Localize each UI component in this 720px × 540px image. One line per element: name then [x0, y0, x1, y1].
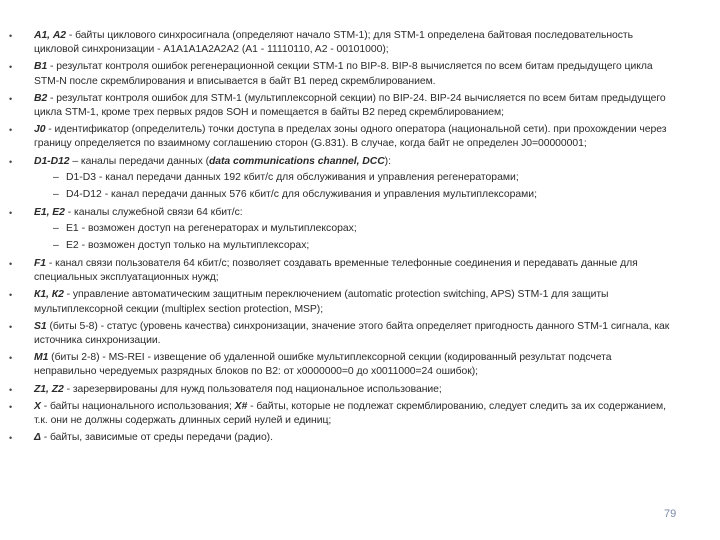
- term: M1: [34, 352, 49, 364]
- description: – каналы передачи данных (: [69, 155, 209, 167]
- bullet-icon: •: [9, 353, 13, 364]
- bullet-icon: •: [9, 31, 13, 41]
- list-item-s1: [9, 320, 715, 348]
- term: Z1, Z2: [34, 383, 64, 395]
- description: - каналы служебной связи 64 кбит/с:: [64, 206, 243, 218]
- description-cont: границу определяется по взаимному соглашению сторон (G.831). В случае, когда байт не определен J0=00000001;: [34, 138, 587, 150]
- description-cont: специальных эксплуатационных нужд;: [34, 272, 219, 284]
- term: Δ: [34, 432, 41, 444]
- dcc-term: data communications channel, DCC: [209, 155, 385, 167]
- bullet-icon: •: [9, 290, 13, 301]
- term-secondary: Х#: [234, 400, 248, 412]
- bullet-icon: •: [9, 321, 13, 332]
- description-cont: неправильно чередуемых разрядных блоков по B2: от х0000000=0 до х0011000=24 ошибок);: [34, 366, 478, 378]
- description: - канал связи пользователя 64 кбит/с; позволяет создавать временные телефонные соединения и передавать данные для: [46, 258, 638, 270]
- term: S1: [34, 320, 47, 332]
- bullet-icon: •: [9, 207, 13, 218]
- dash-icon: –: [53, 240, 59, 252]
- description: - управление автоматическим защитным переключением (automatic protection switching, APS) STM-1 для защиты: [63, 289, 609, 301]
- term: D1-D12: [34, 155, 70, 167]
- list-item-e1-e2: [9, 206, 715, 220]
- page-number: 79: [664, 508, 677, 520]
- description-cont: цикла STM-1, кроме трех первых рядов SOH и помещается в байты B2 перед скремблированием;: [34, 107, 504, 119]
- bullet-icon: •: [9, 93, 13, 104]
- bullet-icon: •: [9, 156, 13, 167]
- bullet-icon: •: [9, 62, 13, 73]
- bullet-list: [9, 28, 715, 445]
- list-item-x: [9, 400, 715, 428]
- description-cont: цикловой синхронизации - A1A1A1A2A2A2 (A1 - 11110110, A2 - 00101000);: [34, 44, 389, 56]
- description-cont: т.к. они не должны содержать длинных серий нулей и единиц;: [34, 415, 332, 427]
- description-secondary: - байты, которые не подлежат скремблированию, следует следить за их содержанием,: [247, 400, 666, 412]
- term: Х: [34, 400, 41, 412]
- sub-item-d4-d12: [9, 187, 715, 203]
- bullet-icon: •: [9, 401, 13, 412]
- dash-icon: –: [53, 223, 59, 235]
- term: J0: [34, 124, 46, 136]
- description: (биты 5-8) - статус (уровень качества) синхронизации, значение этого байта определяет пригодность данного STM-1 сигнала, как: [46, 320, 670, 332]
- dash-icon: –: [53, 188, 59, 200]
- description: - результат контроля ошибок для STM-1 (мультиплексорной секции) по BIP-24. BIP-24 вычисляется по всем битам предыдущего: [47, 92, 666, 104]
- list-item-z1-z2: [9, 383, 715, 397]
- term: В1: [34, 61, 48, 73]
- term: Е1, Е2: [34, 206, 65, 218]
- description: - зарезервированы для нужд пользователя под национальное использование;: [63, 383, 442, 395]
- term: F1: [34, 258, 47, 270]
- sub-item-d1-d3: [9, 170, 715, 186]
- sub-text: E2 - возможен доступ только на мультиплексорах;: [66, 240, 310, 252]
- description: - результат контроля ошибок регенерационной секции STM-1 по BIP-8. BIP-8 вычисляется по всем битам предыдущего цикла: [47, 61, 653, 73]
- description-end: ):: [384, 155, 391, 167]
- term: К1, К2: [34, 289, 64, 301]
- description-cont: STM-N после скремблирования и вписывается в байт B1 перед скремблированием.: [34, 75, 436, 87]
- sub-text: D1-D3 - канал передачи данных 192 кбит/с для обслуживания и управления регенераторами;: [66, 171, 519, 183]
- description-cont: источника синхронизации.: [34, 335, 161, 347]
- bullet-icon: •: [9, 433, 13, 444]
- description: - байты национального использования;: [40, 400, 235, 412]
- description: - байты циклового синхросигнала (определяют начало STM-1); для STM-1 определена байтовая последовательность: [66, 30, 633, 41]
- description: - идентификатор (определитель) точки доступа в пределах зоны одного оператора (национальной сети). при прохождении через: [45, 124, 667, 136]
- bullet-icon: •: [9, 384, 13, 395]
- sub-item-e1: [9, 221, 715, 237]
- list-item-k1-k2: [9, 288, 715, 316]
- description: (биты 2-8) - MS-REI - извещение об удаленной ошибке мультиплексорной секции (кодированный результат подсчета: [48, 352, 612, 364]
- list-item-j0: [9, 123, 715, 151]
- bullet-icon: •: [9, 125, 13, 136]
- term: В2: [34, 92, 48, 104]
- dash-icon: –: [53, 171, 59, 183]
- list-item-b2: [9, 92, 715, 120]
- list-item-m1: [9, 351, 715, 379]
- bullet-icon: •: [9, 259, 13, 270]
- description: - байты, зависимые от среды передачи (радио).: [40, 432, 273, 444]
- list-item-d1-d12: [9, 155, 715, 169]
- term: А1, А2: [34, 30, 67, 41]
- list-item-a1-a2: [9, 29, 715, 57]
- sub-text: D4-D12 - канал передачи данных 576 кбит/с для обслуживания и управления мультиплексорами;: [66, 188, 537, 200]
- sub-text: E1 - возможен доступ на регенераторах и мультиплексорах;: [66, 223, 357, 235]
- sub-item-e2: [9, 238, 715, 254]
- list-item-delta: [9, 431, 715, 445]
- list-item-f1: [9, 257, 715, 285]
- list-item-b1: [9, 60, 715, 88]
- description-cont: мультиплексорной секции (multiplex section protection, MSP);: [34, 303, 324, 315]
